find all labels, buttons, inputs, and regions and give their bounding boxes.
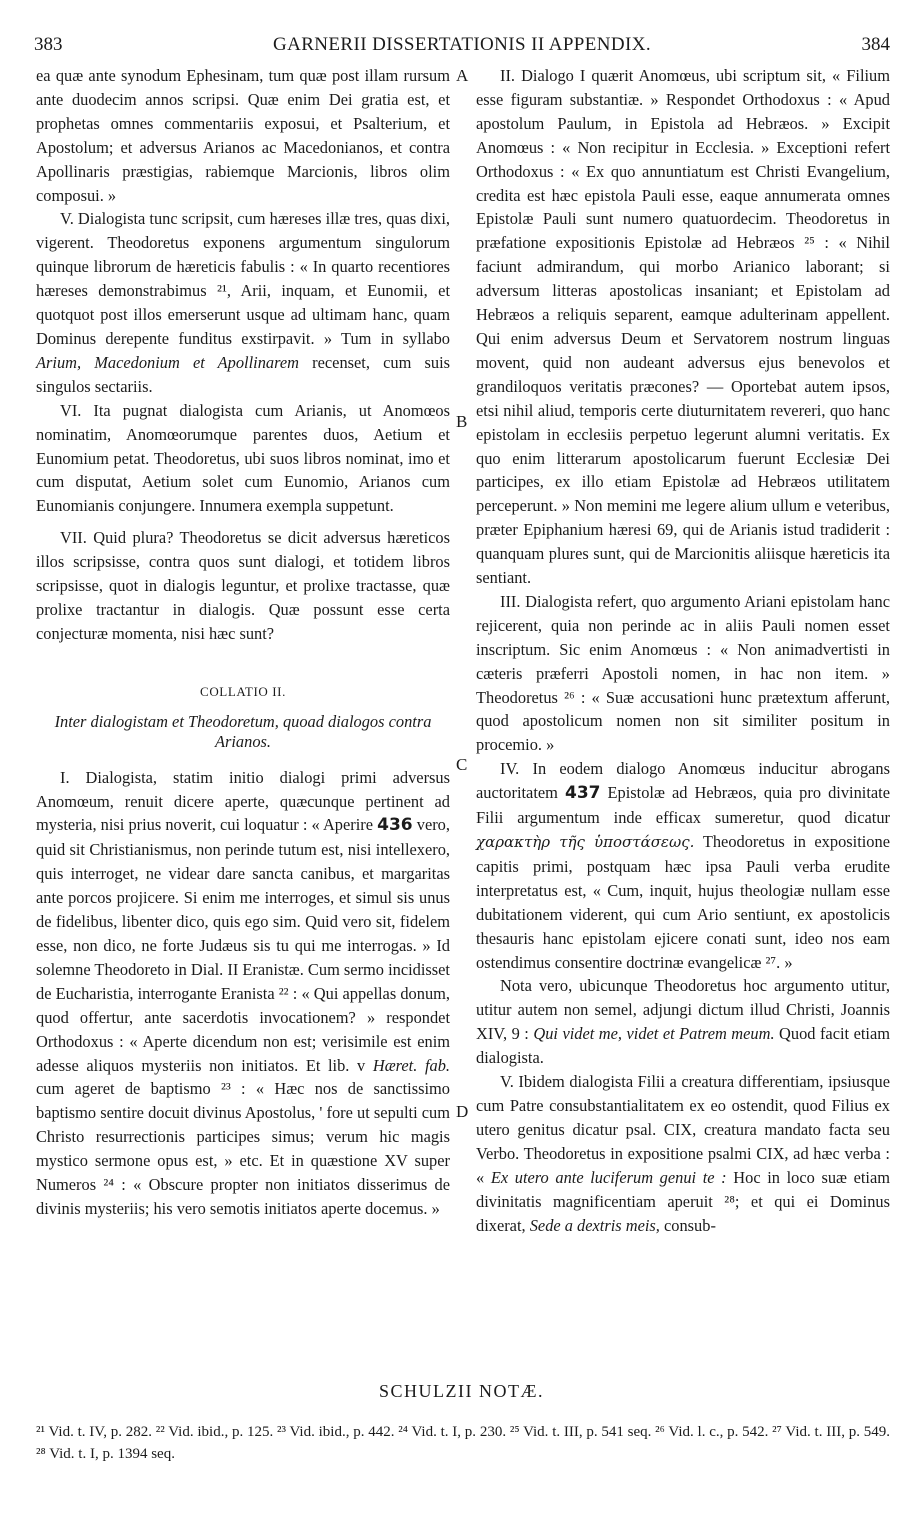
right-paragraph-nota-a: Nota vero, ubicunque Theodoretus hoc argumento utitur, utitur autem non semel, adjungi dictum illud Christi, Joannis XIV, 9 : — [476, 976, 890, 1044]
left-paragraph-i-italic: Hæret. fab. — [372, 1055, 450, 1075]
column-number-437: 437 — [564, 783, 601, 804]
right-paragraph-v-b: Hoc in loco suæ etiam divinitatis magnificentiam aperuit ²⁸; et qui ei Dominus dixerat, — [476, 1167, 890, 1235]
notes-heading: SCHULZII NOTÆ. — [379, 1381, 544, 1401]
right-paragraph-v-c: consub- — [664, 1215, 716, 1235]
right-paragraph-iv — [476, 757, 890, 974]
margin-letter-b: B — [456, 412, 468, 431]
right-paragraph-v — [476, 1070, 890, 1237]
left-paragraph-i-a: I. Dialogista, statim initio dialogi primi adversus Anomœum, renuit dicere aperte, quæcunque pertinent ad mysteria, nisi prius noverit, cui loquatur : « Aperire — [36, 767, 450, 835]
right-paragraph-iv-b: Epistolæ ad Hebræos, quia pro divinitate Filii argumentum inde efficax sumeretur, quod dicatur — [476, 783, 890, 828]
right-paragraph-v-italic-2: Sede a dextris meis, — [529, 1215, 660, 1235]
column-number-436: 436 — [377, 815, 413, 836]
right-column — [476, 64, 890, 1237]
right-paragraph-nota — [476, 974, 890, 1070]
right-paragraph-iv-a: IV. In eodem dialogo Anomœus inducitur abrogans auctoritatem — [476, 759, 890, 803]
right-paragraph-iii: III. Dialogista refert, quo argumento Ariani epistolam hanc rejicerent, quia non perinde ac in aliis Pauli nomen esset inscriptum. Sic enim Anomœus : « Non animadvertisti in cæteris præferri Apostoli nomen, in hac non item. » Theodoretus ²⁶ : « Suæ accusationi hunc prætextum afferunt, quod apostolicum nomen non sit similiter positum in procemio. » — [476, 591, 890, 755]
right-paragraph-nota-b: Quod facit etiam dialogista. — [476, 1024, 890, 1068]
running-title: GARNERII DISSERTATIONIS II APPENDIX. — [272, 34, 652, 55]
left-paragraph-v-italic: Arium, Macedonium et Apollinarem — [36, 352, 299, 372]
right-paragraph-nota-italic: Qui videt me, videt et Patrem meum. — [533, 1024, 775, 1044]
left-paragraph-i-b: vero, quid sit Christianismus, non perinde tutum est, nisi intellexero, quis interroget, ne videar dare sancta canibus, et margaritas ante porcos projicere. Si enim me interroges, et simul sis unus de fidelibus, libenter dico, quis ego sim. Quid vero sit, fidelem esse, non dico, ne forte Judæus sis tu qui me interrogas. » Id solemne Theodoreto in Dial. II Eranistæ. Cum sermo incidisset de Eucharistia, interrogante Eranista ²² : « Qui appellas donum, quod offertur, ante sacerdotis invocationem? » respondet Orthodoxus : « Aperte dicendum non est; verisimile est enim adesse aliquos mysteriis non initiatos. Et lib. v — [36, 815, 450, 1075]
right-paragraph-v-italic: Ex utero ante luciferum genui te : — [490, 1167, 727, 1187]
footnotes — [36, 1421, 890, 1465]
left-column — [36, 64, 450, 1221]
footnotes-text: ²¹ Vid. t. IV, p. 282. ²² Vid. ibid., p. 125. ²³ Vid. ibid., p. 442. ²⁴ Vid. t. I, p. 230. ²⁵ Vid. t. III, p. 541 seq. ²⁶ Vid. l. c., p. 542. ²⁷ Vid. t. III, p. 549. ²⁸ Vid. t. I, p. 1394 seq. — [36, 1424, 890, 1462]
page-number-right: 384 — [861, 34, 890, 55]
left-paragraph-v-tail: recenset, cum suis singulos sectariis. — [36, 352, 450, 396]
collatio-subtitle: Inter dialogistam et Theodoretum, quoad dialogos contra Arianos. — [54, 711, 432, 751]
margin-letter-a: A — [456, 66, 469, 85]
right-paragraph-ii: II. Dialogo I quærit Anomœus, ubi scriptum sit, « Filium esse figuram substantiæ. » Respondet Orthodoxus : « Apud apostolum Paulum, in Epistola ad Hebræos. » Excipit Anomœus : « Non recipitur in Ecclesia. » Exceptioni refert Orthodoxus : « Ex quo annuntiatum est Christi Evangelium, credita est hæc epistola Pauli esse, eaque annumerata omnes Epistolæ Pauli sunt numero quatuordecim. Theodoretus in præfatione expositionis Epistolæ ad Hebræos ²⁵ : « Nihil faciunt admirandum, qui morbo Arianico laborant; si adversum litteras apostolicas insaniant; et Epistolam ad Hebræos a reliquis separent, eamque adulterinam appellent. Qui enim adversus Deum et Servatorem nostrum linguas movent, quid non audeant adversus ejus benevolos et grandiloquos veritatis præcones? — Oportebat autem ipsos, etsi nihil aliud, temporis certe diuturnitatem revereri, quo hanc epistolam in ecclesiis perpetuo legerunt alumni veritatis. Ex quo enim litterarum apostolicarum fuerunt Ecclesiæ Dei participes, ex illo etiam Epistolæ ad Hebræos utilitatem perceperunt. » Non memini me legere alium ullum e veteribus, præter Epiphanium hæresi 69, qui de Arianis istud tradiderit : quanquam plures sunt, qui de Marcionitis aliisque hæreticis ita sentiant. — [476, 66, 890, 588]
left-paragraph-0: ea quæ ante synodum Ephesinam, tum quæ post illam rursum ante duodecim annos scripsi. Quæ enim Dei gratia est, et prophetas omnes commentariis exposui, et Psalterium, et Apostolum; et adversus Arianos ac Macedonianos, et contra Apollinaris præstigias, rabiemque Marcionis, libros olim composui. » — [36, 66, 450, 205]
greek-phrase: χαρακτὴρ τῆς ὑποστάσεως. — [476, 833, 695, 851]
right-paragraph-iv-c: Theodoretus in expositione capitis primi, postquam hæc ipsa Pauli verba erudite interpretatus est, « Cum, inquit, hujus theologiæ nullam esse dubitationem viderent, qui cum Ario sentiunt, ex apostolicis thesauris hanc epistolam ejicere conati sunt, ideo nos eam ostendimus consentire doctrinæ evangelicæ ²⁷. » — [476, 832, 890, 972]
right-paragraph-v-a: V. Ibidem dialogista Filii a creatura differentiam, ipsiusque cum Patre consubstantialitatem ex eo ostendit, quod Filius ex utero genitus dicatur psal. CIX, creatura mandato facta seu Verbo. Theodoretus in expositione psalmi CIX, ad hæc verba : « — [476, 1072, 890, 1187]
collatio-heading: COLLATIO II. — [200, 683, 286, 699]
left-paragraph-v-text: V. Dialogista tunc scripsit, cum hæreses illæ tres, quas dixi, vigerent. Theodoretus exponens argumentum singulorum quinque librorum de hæreticis fabulis : « In quarto recentiores hæreses demonstrabimus ²¹, Arii, inquam, et Eunomii, et quotquot post illos emerserunt usque ad ultimam hanc, quam Dominus derepente funditus exstirpavit. » Tum in syllabo — [36, 209, 450, 348]
page-number-left: 383 — [34, 34, 63, 55]
page-header — [34, 34, 890, 62]
left-paragraph-i-c: cum ageret de baptismo ²³ : « Hæc nos de sanctissimo baptismo sentire docuit divinus Apostolus, ' fore ut sepulti cum Christo resurrectionis participes simus; verum hic magis mystico sermone opus est, » etc. Et in quæstione XV super Numeros ²⁴ : « Obscure propter non initiatos disserimus de divinis mysteriis; his vero semotis initiatos aperte docemus. » — [36, 1079, 450, 1218]
left-paragraph-vii: VII. Quid plura? Theodoretus se dicit adversus hæreticos illos scripsisse, contra quos sunt dialogi, et totidem libros scripsisse, quot in dialogis leguntur, et prolixe tractasse, quæ prolixe tractantur in dialogis. Quæ possunt esse certa conjecturæ momenta, nisi hæc sunt? — [36, 528, 450, 643]
left-paragraph-vi: VI. Ita pugnat dialogista cum Arianis, ut Anomœos nominatim, Anomœorumque parentes duos, Aetium et Eunomium petat. Theodoretus, ubi suos libros nominat, imo et cum disputat, Aetium solet cum Eunomio, Arianos cum Eunomianis conjungere. Innumera exempla suppetunt. — [36, 400, 450, 516]
margin-letter-c: C — [456, 755, 468, 774]
margin-letter-d: D — [456, 1102, 469, 1121]
left-paragraph-i — [36, 766, 450, 1221]
left-paragraph-v — [36, 207, 450, 398]
